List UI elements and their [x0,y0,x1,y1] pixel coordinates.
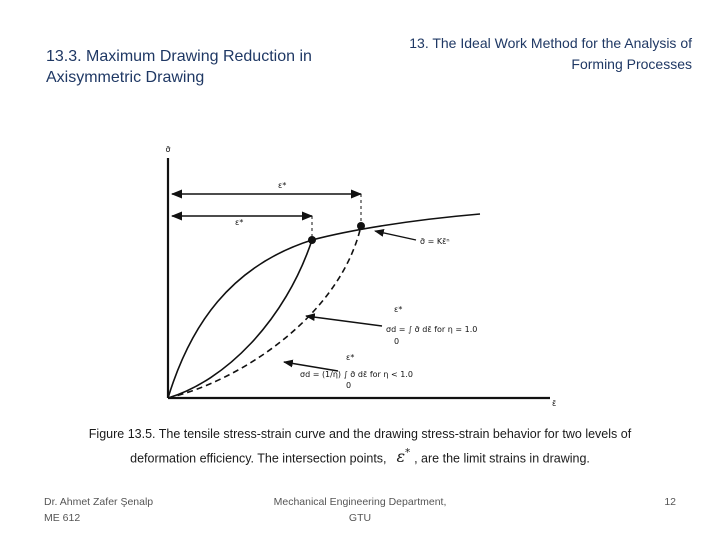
curve-label: σ̄ = Kε̄ⁿ [420,237,450,246]
figure-svg [150,136,570,414]
limit-point-real [357,222,365,230]
figure-caption [30,424,690,468]
footer-course: ME 612 [44,512,81,524]
footer-department-block [250,494,470,526]
stress-strain-figure [150,136,570,414]
lower-strain-label: ε* [235,218,244,227]
slide-chapter-title: 13. The Ideal Work Method for the Analysis of Forming Processes [409,35,692,72]
real-label: σd = (1/η) ∫ σ̄ dε̄ for η < 1.0 [300,370,413,379]
x-axis-label: ε̄ [552,399,557,408]
footer-author: Dr. Ahmet Zafer Şenalp [44,496,154,508]
upper-strain-label: ε* [278,181,287,190]
caption-line-2-start: deformation efficiency. The intersection points, [130,451,387,466]
real-lower-limit: 0 [346,381,352,390]
ideal-label: σd = ∫ σ̄ dε̄ for η = 1.0 [386,325,478,334]
curve-pointer [375,231,416,240]
page-number: 12 [664,496,676,508]
real-upper-limit: ε* [346,353,355,362]
slide-subtitle: 13.3. Maximum Drawing Reduction in Axisymmetric Drawing [46,48,312,86]
footer-author-block [44,494,153,526]
ideal-pointer [306,316,382,326]
limit-point-ideal [308,236,316,244]
caption-line-2-end: , are the limit strains in drawing. [414,451,590,466]
ideal-upper-limit: ε* [394,305,403,314]
epsilon-symbol: ε [396,447,406,467]
epsilon-superscript: * [405,448,411,459]
ideal-drawing-curve [168,240,312,398]
caption-line-2 [30,444,690,468]
y-axis-label: σ̄ [165,145,171,154]
footer-department: Mechanical Engineering Department, [273,496,447,508]
caption-line-1: Figure 13.5. The tensile stress-strain curve and the drawing stress-strain behavior for two levels of [88,427,632,441]
footer-university: GTU [348,512,372,524]
epsilon-star-symbol [397,447,411,466]
ideal-lower-limit: 0 [394,337,400,346]
